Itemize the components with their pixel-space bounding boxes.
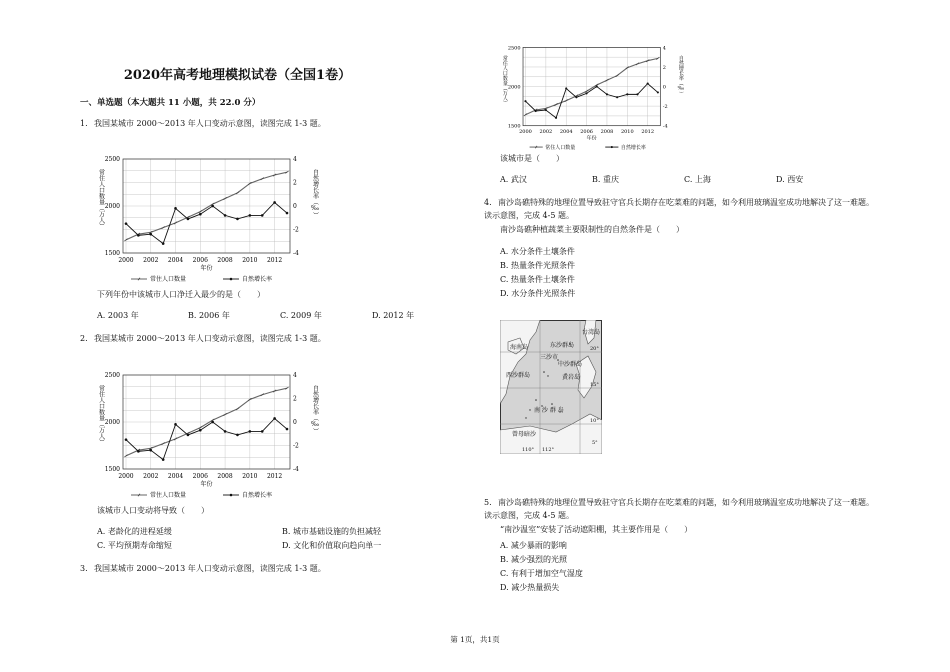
q3-option-a[interactable]: A. 武汉 <box>500 175 527 184</box>
x-tick: 2000 <box>118 257 134 264</box>
page-footer: 第 1页，共1页 <box>450 635 500 644</box>
data-point-growth-rate <box>224 214 227 217</box>
data-point-growth-rate <box>657 91 659 93</box>
y-tick-right: 0 <box>293 203 297 210</box>
x-tick: 2006 <box>192 257 208 264</box>
chart-svg <box>500 40 685 152</box>
data-point-growth-rate <box>575 96 577 98</box>
y-tick-right: -2 <box>662 104 668 111</box>
q1-stem <box>80 117 326 130</box>
q3-option-d[interactable]: D. 西安 <box>776 175 804 184</box>
q3-number: 3. <box>80 564 88 573</box>
y-tick-right: 4 <box>662 45 666 52</box>
x-tick: 2002 <box>143 473 159 480</box>
data-point-growth-rate <box>647 83 649 85</box>
q1-option-a[interactable]: A. 2003 年 <box>97 311 139 320</box>
q4-option-d[interactable]: D. 水分条件光照条件 <box>500 289 576 298</box>
data-point-growth-rate <box>286 212 289 215</box>
map-lat-20: 20° <box>590 346 599 352</box>
y-tick-left: 2500 <box>507 45 521 52</box>
data-point-growth-rate <box>236 434 239 437</box>
q2-stem <box>80 332 326 345</box>
page-title: 2020年高考地理模拟试卷（全国1卷） <box>123 68 352 83</box>
q3-stem-text: 我国某城市 2000～2013 年人口变动示意图，读图完成 1-3 题。 <box>94 564 326 573</box>
legend-label-growth-rate: 自然增长率 <box>620 145 646 152</box>
data-point-growth-rate <box>199 213 202 216</box>
map-lon-112: 112° <box>542 447 555 453</box>
x-tick: 2002 <box>539 129 553 136</box>
data-point-growth-rate <box>616 96 618 98</box>
q5-option-b[interactable]: B. 减少强烈的光照 <box>500 555 567 564</box>
q4-stem <box>484 196 874 222</box>
x-tick: 2004 <box>559 129 573 136</box>
x-tick: 2012 <box>266 473 283 480</box>
y-tick-right: 2 <box>662 64 666 71</box>
data-point-growth-rate <box>626 93 628 95</box>
x-tick: 2004 <box>167 257 184 264</box>
q4-question: 南沙岛礁种植蔬菜主要限制性的自然条件是（ ） <box>500 225 684 234</box>
data-point-growth-rate <box>273 417 276 420</box>
data-point-growth-rate <box>187 218 190 221</box>
x-tick: 2004 <box>167 473 184 480</box>
data-point-growth-rate <box>224 430 227 433</box>
data-point-growth-rate <box>261 214 264 217</box>
data-point-growth-rate <box>249 430 252 433</box>
data-point-growth-rate <box>125 438 128 441</box>
x-axis-label: 年份 <box>200 481 213 488</box>
map-label-dongsha: 东沙群岛 <box>550 342 575 349</box>
chart-svg <box>95 150 320 285</box>
data-point-growth-rate <box>273 201 276 204</box>
x-tick: 2002 <box>143 257 159 264</box>
data-point-growth-rate <box>249 214 252 217</box>
x-tick: 2012 <box>266 257 283 264</box>
data-point-growth-rate <box>535 110 537 112</box>
data-point-growth-rate <box>596 85 598 87</box>
q4-option-b[interactable]: B. 热量条件光照条件 <box>500 261 575 270</box>
y-tick-left: 1500 <box>104 466 120 473</box>
y-axis-label-left: 常住人口数量（万人） <box>501 55 508 106</box>
q5-question: “南沙温室”安装了活动遮阳棚，其主要作用是（ ） <box>500 525 693 534</box>
q1-number: 1. <box>80 119 88 128</box>
data-point-growth-rate <box>286 428 289 431</box>
section-heading: 一、单选题（本大题共 11 小题，共 22.0 分） <box>80 98 261 108</box>
q3-stem <box>80 562 326 575</box>
y-axis-label-right: 自然增长率（‰） <box>311 385 319 434</box>
q2-chart <box>95 366 320 501</box>
y-tick-right: -4 <box>662 123 668 130</box>
q5-option-a[interactable]: A. 减少暴雨的影响 <box>500 541 567 550</box>
y-axis-label-left: 常住人口数量（万人） <box>97 385 105 445</box>
series-line-growth-rate <box>126 418 287 459</box>
y-axis-label-right: 自然增长率（‰） <box>677 55 684 97</box>
data-point-growth-rate <box>199 429 202 432</box>
data-point-growth-rate <box>149 233 152 236</box>
q2-option-c[interactable]: C. 平均预期寿命缩短 <box>97 541 172 550</box>
map-label-xisha: 西沙群岛 <box>506 372 531 379</box>
map-lat-5: 5° <box>592 440 598 446</box>
q1-chart <box>95 150 320 285</box>
y-axis-label-right: 自然增长率（‰） <box>311 169 319 218</box>
south-china-sea-map <box>500 320 602 454</box>
y-tick-left: 1500 <box>507 123 521 130</box>
y-tick-right: 2 <box>293 395 297 403</box>
data-point-growth-rate <box>211 205 214 208</box>
data-point-growth-rate <box>137 450 140 453</box>
x-tick: 2008 <box>217 473 233 480</box>
legend-marker-growth-rate <box>611 146 613 148</box>
x-tick: 2000 <box>519 129 532 136</box>
x-tick: 2000 <box>118 473 134 480</box>
x-tick: 2010 <box>242 473 258 480</box>
legend-marker-growth-rate <box>230 494 233 497</box>
y-tick-right: 4 <box>293 156 297 163</box>
map-label-sansha: 三沙市 <box>540 354 559 361</box>
x-axis-label: 年份 <box>200 265 213 272</box>
map-lat-10: 10° <box>590 418 599 424</box>
q2-option-a[interactable]: A. 老龄化的进程延缓 <box>97 527 172 536</box>
data-point-growth-rate <box>174 207 177 210</box>
legend-label-growth-rate: 自然增长率 <box>242 276 273 283</box>
legend-label-population: 常住人口数量 <box>545 145 576 152</box>
y-tick-left: 2000 <box>104 203 120 210</box>
data-point-growth-rate <box>565 87 567 89</box>
q5-option-c[interactable]: C. 有利于增加空气湿度 <box>500 569 583 578</box>
chart-svg <box>95 366 320 501</box>
q5-number: 5. <box>484 498 492 507</box>
data-point-growth-rate <box>586 92 588 94</box>
q4-number: 4. <box>484 198 492 207</box>
q3-option-b[interactable]: B. 重庆 <box>592 175 619 184</box>
x-tick: 2010 <box>620 129 634 136</box>
x-tick: 2012 <box>641 129 655 136</box>
q1-option-d[interactable]: D. 2012 年 <box>372 311 415 320</box>
x-tick: 2008 <box>600 129 614 136</box>
q3-question: 该城市是（ ） <box>500 154 564 163</box>
y-tick-right: 4 <box>293 372 297 379</box>
x-axis-label: 年份 <box>586 135 597 142</box>
data-point-growth-rate <box>125 222 128 225</box>
data-point-growth-rate <box>236 218 239 221</box>
legend-label-population: 常住人口数量 <box>150 492 187 499</box>
q5-stem <box>484 496 874 522</box>
data-point-growth-rate <box>555 117 557 119</box>
data-point-growth-rate <box>187 434 190 437</box>
data-point-growth-rate <box>149 449 152 452</box>
data-point-growth-rate <box>162 458 165 461</box>
data-point-growth-rate <box>261 430 264 433</box>
q2-option-d[interactable]: D. 文化和价值取向趋向单一 <box>282 541 382 550</box>
x-tick: 2008 <box>217 257 233 264</box>
y-tick-right: -4 <box>293 466 299 473</box>
q3-option-c[interactable]: C. 上海 <box>684 175 711 184</box>
q5-option-d[interactable]: D. 减少热量损失 <box>500 583 560 592</box>
y-tick-right: -2 <box>293 442 299 450</box>
map-label-zhongsha: 中沙群岛 <box>558 361 583 368</box>
q2-option-b[interactable]: B. 城市基础设施的负担减轻 <box>282 527 381 536</box>
series-line-growth-rate <box>126 202 287 243</box>
q4-stem-text: 南沙岛礁特殊的地理位置导致驻守官兵长期存在吃菜难的问题，如今利用玻璃温室成功地解决了这一难题。读示意图，完成 4-5 题。 <box>484 198 874 220</box>
map-label-hainan: 海南岛 <box>510 344 529 351</box>
y-tick-right: 2 <box>293 179 297 187</box>
y-tick-left: 2500 <box>104 372 120 379</box>
y-tick-left: 1500 <box>104 250 120 257</box>
q2-number: 2. <box>80 334 88 343</box>
q2-stem-text: 我国某城市 2000～2013 年人口变动示意图，读图完成 1-3 题。 <box>94 334 326 343</box>
q2-question: 该城市人口变动将导致（ ） <box>97 506 209 515</box>
x-tick: 2010 <box>242 257 258 264</box>
x-tick: 2006 <box>192 473 208 480</box>
y-tick-left: 2000 <box>104 419 120 426</box>
map-label-nansha: 南 沙 群 岛 <box>534 407 564 414</box>
q1-option-b[interactable]: B. 2006 年 <box>188 311 230 320</box>
q1-stem-text: 我国某城市 2000～2013 年人口变动示意图，读图完成 1-3 题。 <box>94 119 326 128</box>
data-point-growth-rate <box>174 423 177 426</box>
legend-label-population: 常住人口数量 <box>150 276 187 283</box>
data-point-growth-rate <box>162 242 165 245</box>
legend-marker-growth-rate <box>230 278 233 281</box>
y-tick-left: 2000 <box>507 84 521 91</box>
y-tick-right: 0 <box>662 84 666 91</box>
q5-stem-text: 南沙岛礁特殊的地理位置导致驻守官兵长期存在吃菜难的问题，如今利用玻璃温室成功地解决了这一难题。读示意图，完成 4-5 题。 <box>484 498 874 520</box>
y-axis-label-left: 常住人口数量（万人） <box>97 169 105 229</box>
y-tick-left: 2500 <box>104 156 120 163</box>
legend-label-growth-rate: 自然增长率 <box>242 492 273 499</box>
map-label-huangyan: 黄岩岛 <box>562 374 581 381</box>
y-tick-right: 0 <box>293 419 297 426</box>
data-point-growth-rate <box>545 109 547 111</box>
map-lat-15: 15° <box>590 382 599 388</box>
q1-option-c[interactable]: C. 2009 年 <box>280 311 322 320</box>
map-label-taiwan: 台湾岛 <box>582 329 601 336</box>
q4-option-a[interactable]: A. 水分条件土壤条件 <box>500 247 575 256</box>
data-point-growth-rate <box>606 93 608 95</box>
y-tick-right: -4 <box>293 250 299 257</box>
data-point-growth-rate <box>211 421 214 424</box>
data-point-growth-rate <box>524 100 526 102</box>
map-lon-110: 110° <box>522 447 535 453</box>
y-tick-right: -2 <box>293 226 299 234</box>
q3-chart <box>500 40 685 152</box>
map-label-zengmu: 曾母暗沙 <box>512 431 537 438</box>
data-point-growth-rate <box>137 234 140 237</box>
x-tick: 2006 <box>580 129 593 136</box>
q1-question: 下列年份中该城市人口净迁入最少的是（ ） <box>97 290 265 299</box>
data-point-growth-rate <box>636 93 638 95</box>
q4-option-c[interactable]: C. 热量条件土壤条件 <box>500 275 575 284</box>
